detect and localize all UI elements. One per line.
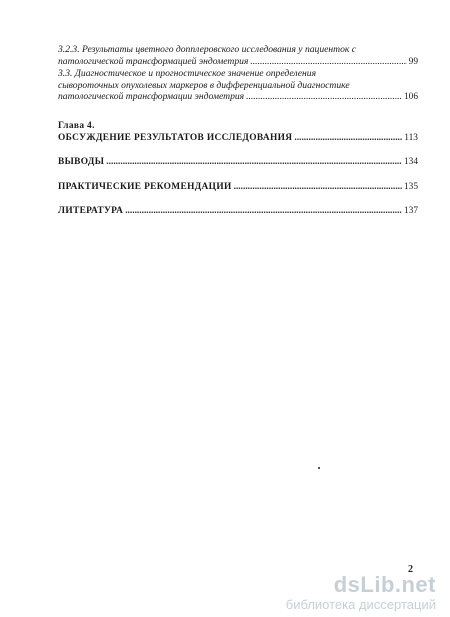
dot-leader [106, 157, 402, 169]
watermark-logo: dsLib.net [333, 572, 436, 597]
toc-entry-chapter-4[interactable] [58, 121, 418, 144]
page-number: 135 [403, 181, 418, 192]
scan-speck [318, 467, 320, 469]
toc-entry-title: ВЫВОДЫ [58, 157, 105, 168]
dot-leader [294, 133, 402, 145]
toc-entry-3-2-3[interactable] [58, 44, 418, 68]
page-number: 113 [404, 132, 418, 143]
toc-entry-title: ЛИТЕРАТУРА [58, 206, 124, 217]
page-number: 106 [403, 92, 418, 103]
toc-entry-text: патологической трансформацией эндометрия [58, 55, 249, 67]
chapter-label: Глава 4. [58, 120, 95, 131]
toc-entry-title: ОБСУЖДЕНИЕ РЕЗУЛЬТАТОВ ИССЛЕДОВАНИЯ [58, 132, 293, 143]
toc-entry-literature[interactable] [58, 206, 418, 218]
toc-entry-text: 3.3. Диагностическое и прогностическое значение определения [58, 68, 317, 80]
page-mark: 2 [408, 564, 413, 575]
page-number: 99 [408, 56, 418, 67]
table-of-contents [58, 44, 418, 218]
watermark [286, 574, 436, 613]
dot-leader [234, 182, 402, 194]
toc-entry-text: сывороточных опухолевых маркеров в дифференциальной диагностике [58, 79, 350, 91]
page-number: 134 [403, 157, 418, 168]
toc-entry-3-3[interactable] [58, 68, 418, 104]
dot-leader [246, 91, 402, 103]
watermark-subtitle: библиотека диссертаций [285, 597, 436, 612]
toc-entry-conclusions[interactable] [58, 157, 418, 169]
toc-entry-text: 3.2.3. Результаты цветного допплеровского исследования у пациенток с [58, 44, 357, 55]
dot-leader [125, 206, 402, 218]
toc-entry-title: ПРАКТИЧЕСКИЕ РЕКОМЕНДАЦИИ [58, 181, 232, 192]
toc-entry-text: патологической трансформации эндометрия [58, 91, 245, 103]
page-number: 137 [403, 206, 418, 217]
toc-entry-recommendations[interactable] [58, 182, 418, 194]
dot-leader [250, 56, 406, 68]
